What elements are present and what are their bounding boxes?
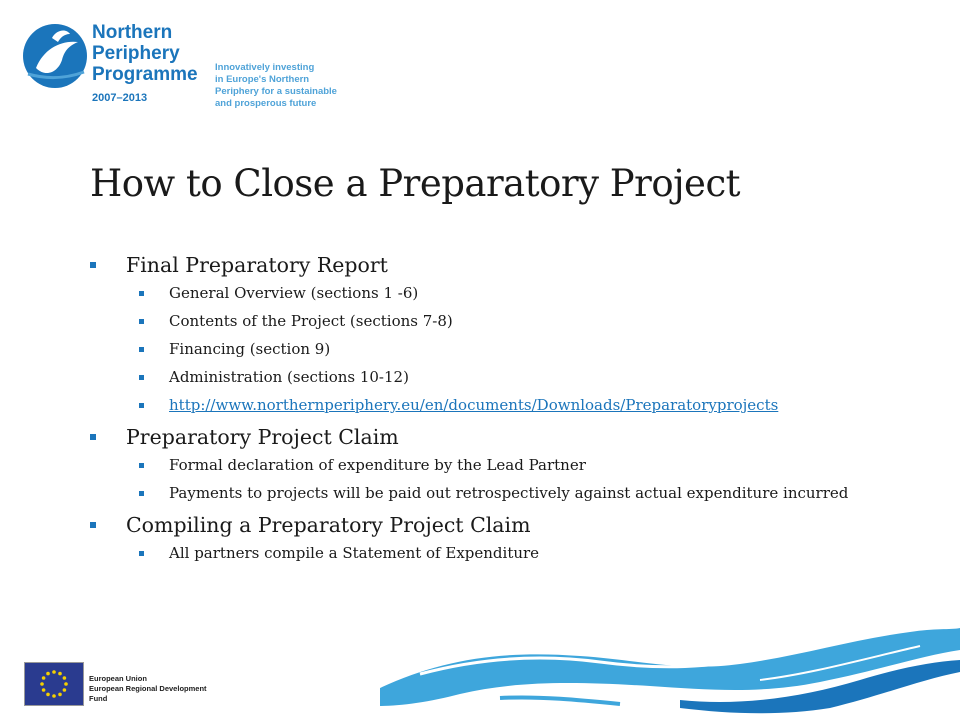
eu-label	[89, 674, 224, 704]
decorative-wave	[380, 610, 960, 720]
bullet-project-claim: Preparatory Project Claim	[88, 424, 888, 450]
sub-bullet: Financing (section 9)	[88, 340, 869, 359]
preparatory-projects-link[interactable]: http://www.northernperiphery.eu/en/documents/Downloads/Preparatoryprojects	[169, 396, 779, 414]
sub-bullet: Contents of the Project (sections 7-8)	[88, 312, 869, 331]
logo-line-1: Northern	[92, 22, 173, 43]
programme-logo	[22, 20, 342, 110]
programme-tagline	[215, 62, 355, 110]
logo-line-2: Periphery	[92, 43, 180, 64]
eu-line-1: European Union	[89, 674, 147, 683]
sub-bullet: All partners compile a Statement of Expenditure	[88, 544, 869, 563]
slide-title: How to Close a Preparatory Project	[90, 162, 741, 205]
tagline-line: in Europe's Northern	[215, 74, 310, 85]
dove-icon	[22, 20, 88, 92]
bullet-compiling-claim: Compiling a Preparatory Project Claim	[88, 512, 888, 538]
slide-content	[88, 252, 888, 572]
bullet-final-report: Final Preparatory Report	[88, 252, 888, 278]
programme-years: 2007–2013	[92, 92, 148, 104]
eu-flag-icon	[24, 662, 84, 706]
logo-line-3: Programme	[92, 64, 198, 85]
sub-bullet: Administration (sections 10-12)	[88, 368, 869, 387]
sub-bullet: Payments to projects will be paid out retrospectively against actual expenditure incurred	[88, 484, 869, 503]
tagline-line: and prosperous future	[215, 98, 317, 109]
sub-bullet: Formal declaration of expenditure by the Lead Partner	[88, 456, 869, 475]
tagline-line: Innovatively investing	[215, 62, 315, 73]
sub-bullet: General Overview (sections 1 -6)	[88, 284, 869, 303]
sub-bullet-link	[88, 396, 869, 415]
programme-name	[92, 22, 198, 85]
eu-line-2: European Regional Development Fund	[89, 684, 207, 703]
eu-logo	[24, 662, 224, 706]
tagline-line: Periphery for a sustainable	[215, 86, 337, 97]
